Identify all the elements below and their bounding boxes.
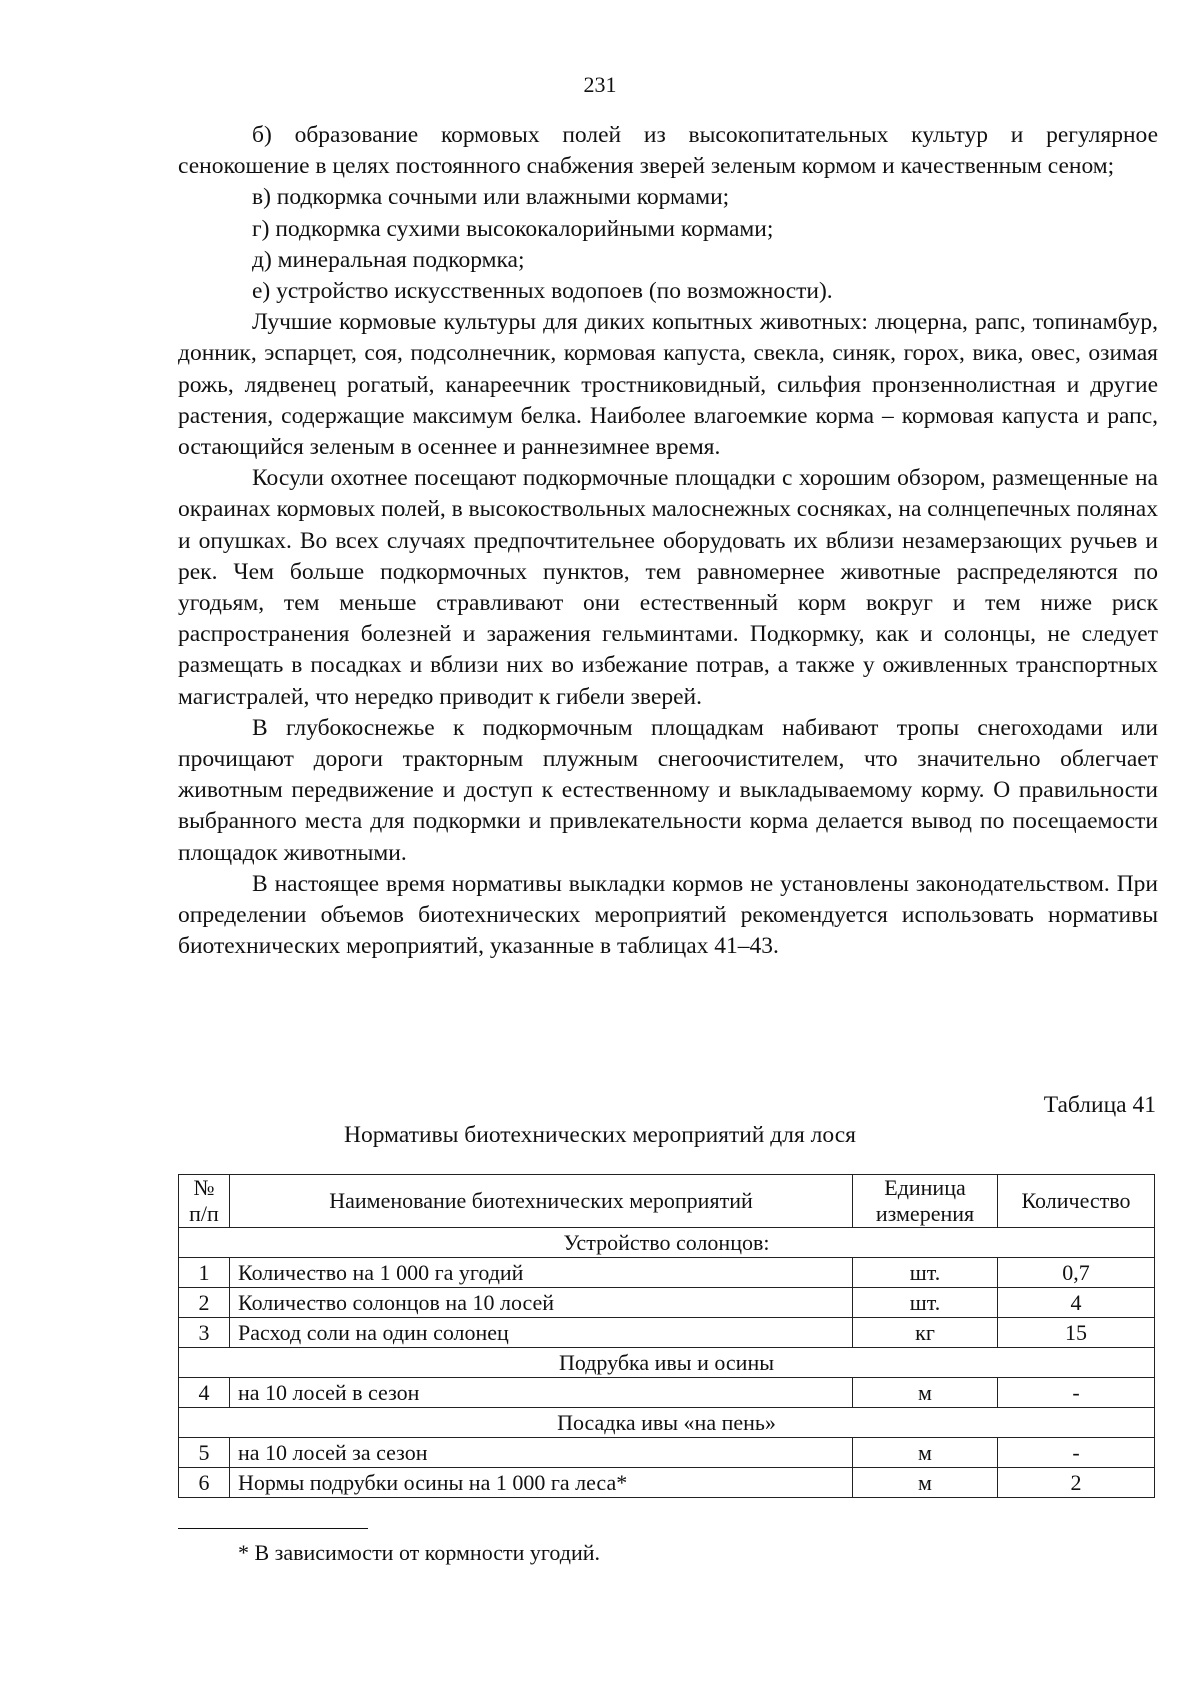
row-num: 5	[179, 1438, 230, 1468]
row-name: Количество солонцов на 10 лосей	[230, 1288, 853, 1318]
row-num: 4	[179, 1378, 230, 1408]
table-row	[179, 1258, 1155, 1288]
row-qty: 4	[998, 1288, 1155, 1318]
header-unit-line1: Единица	[884, 1175, 966, 1200]
norms-table	[178, 1174, 1155, 1498]
row-num: 3	[179, 1318, 230, 1348]
row-name: Количество на 1 000 га угодий	[230, 1258, 853, 1288]
list-item-e: е) устройство искусственных водопоев (по возможности).	[252, 278, 833, 305]
row-unit: шт.	[853, 1288, 998, 1318]
section-title: Устройство солонцов:	[179, 1228, 1155, 1258]
row-qty: 15	[998, 1318, 1155, 1348]
section-title: Посадка ивы «на пень»	[179, 1408, 1155, 1438]
row-num: 6	[179, 1468, 230, 1498]
row-unit: м	[853, 1468, 998, 1498]
table-title: Нормативы биотехнических мероприятий для лося	[344, 1122, 856, 1148]
header-name: Наименование биотехнических мероприятий	[230, 1175, 853, 1228]
header-num-line2: п/п	[189, 1201, 219, 1226]
table-header-row	[179, 1175, 1155, 1228]
row-num: 1	[179, 1258, 230, 1288]
row-qty: -	[998, 1378, 1155, 1408]
section-title: Подрубка ивы и осины	[179, 1348, 1155, 1378]
row-qty: 0,7	[998, 1258, 1155, 1288]
page-number: 231	[583, 72, 617, 97]
row-qty: -	[998, 1438, 1155, 1468]
row-name: на 10 лосей в сезон	[230, 1378, 853, 1408]
row-num: 2	[179, 1288, 230, 1318]
table-section-row	[179, 1228, 1155, 1258]
list-item-v: в) подкормка сочными или влажными кормами;	[252, 184, 730, 211]
paragraph-norms: В настоящее время нормативы выкладки кормов не установлены законодательством. При определении объемов биотехнических мероприятий рекомендуется использовать нормативы биотехнических мероприятий, указанные в таблицах 41–43.	[178, 870, 1158, 960]
header-unit	[853, 1175, 998, 1228]
paragraph-b: б) образование кормовых полей из высокопитательных культур и регулярное сенокошение в целях постоянного снабжения зверей зеленым кормом и качественным сеном;	[178, 122, 1158, 180]
row-name: Нормы подрубки осины на 1 000 га леса*	[230, 1468, 853, 1498]
list-item-d: д) минеральная подкормка;	[252, 246, 525, 273]
table-row	[179, 1288, 1155, 1318]
row-qty: 2	[998, 1468, 1155, 1498]
body-text	[178, 120, 1158, 962]
table-row	[179, 1438, 1155, 1468]
header-num	[179, 1175, 230, 1228]
table-section-row	[179, 1348, 1155, 1378]
row-name: на 10 лосей за сезон	[230, 1438, 853, 1468]
paragraph-roe-deer: Косули охотнее посещают подкормочные площадки с хорошим обзором, размещенные на окраинах кормовых полей, в высокоствольных малоснежных сосняках, на солнцепечных полянах и опушках. Во всех случаях предпочтительнее оборудовать их вблизи незамерзающих ручьев и рек. Чем больше подкормочных пунктов, тем равномернее животные распределяются по угодьям, тем меньше стравливают они естественный корм вокруг и тем ниже риск распространения болезней и заражения гельминтами. Подкормку, как и солонцы, не следует размещать в посадках и вблизи них во избежание потрав, а также у оживленных транспортных магистралей, что нередко приводит к гибели зверей.	[178, 465, 1158, 710]
row-name: Расход соли на один солонец	[230, 1318, 853, 1348]
footnote-divider	[178, 1528, 368, 1529]
row-unit: кг	[853, 1318, 998, 1348]
table-number-label: Таблица 41	[1043, 1092, 1156, 1118]
paragraph-feed-crops: Лучшие кормовые культуры для диких копытных животных: люцерна, рапс, топинамбур, донник, эспарцет, соя, подсолнечник, кормовая капуста, свекла, синяк, горох, вика, овес, озимая рожь, лядвенец рогатый, канареечник тростниковидный, сильфия пронзеннолистная и другие растения, содержащие максимум белка. Наиболее влагоемкие корма – кормовая капуста и рапс, остающийся зеленым в осеннее и раннезимнее время.	[178, 309, 1158, 461]
header-qty: Количество	[998, 1175, 1155, 1228]
list-item-g: г) подкормка сухими высококалорийными кормами;	[252, 215, 774, 242]
footnote: * В зависимости от кормности угодий.	[238, 1540, 600, 1565]
row-unit: шт.	[853, 1258, 998, 1288]
paragraph-deep-snow: В глубокоснежье к подкормочным площадкам набивают тропы снегоходами или прочищают дороги тракторным плужным снегоочистителем, что значительно облегчает животным передвижение и доступ к естественному и выкладываемому корму. О правильности выбранного места для подкормки и привлекательности корма делается вывод по посещаемости площадок животными.	[178, 714, 1158, 866]
row-unit: м	[853, 1378, 998, 1408]
table-row	[179, 1378, 1155, 1408]
table-row	[179, 1318, 1155, 1348]
header-unit-line2: измерения	[875, 1201, 975, 1226]
table-section-row	[179, 1408, 1155, 1438]
row-unit: м	[853, 1438, 998, 1468]
table-row	[179, 1468, 1155, 1498]
header-num-line1: №	[193, 1175, 215, 1200]
